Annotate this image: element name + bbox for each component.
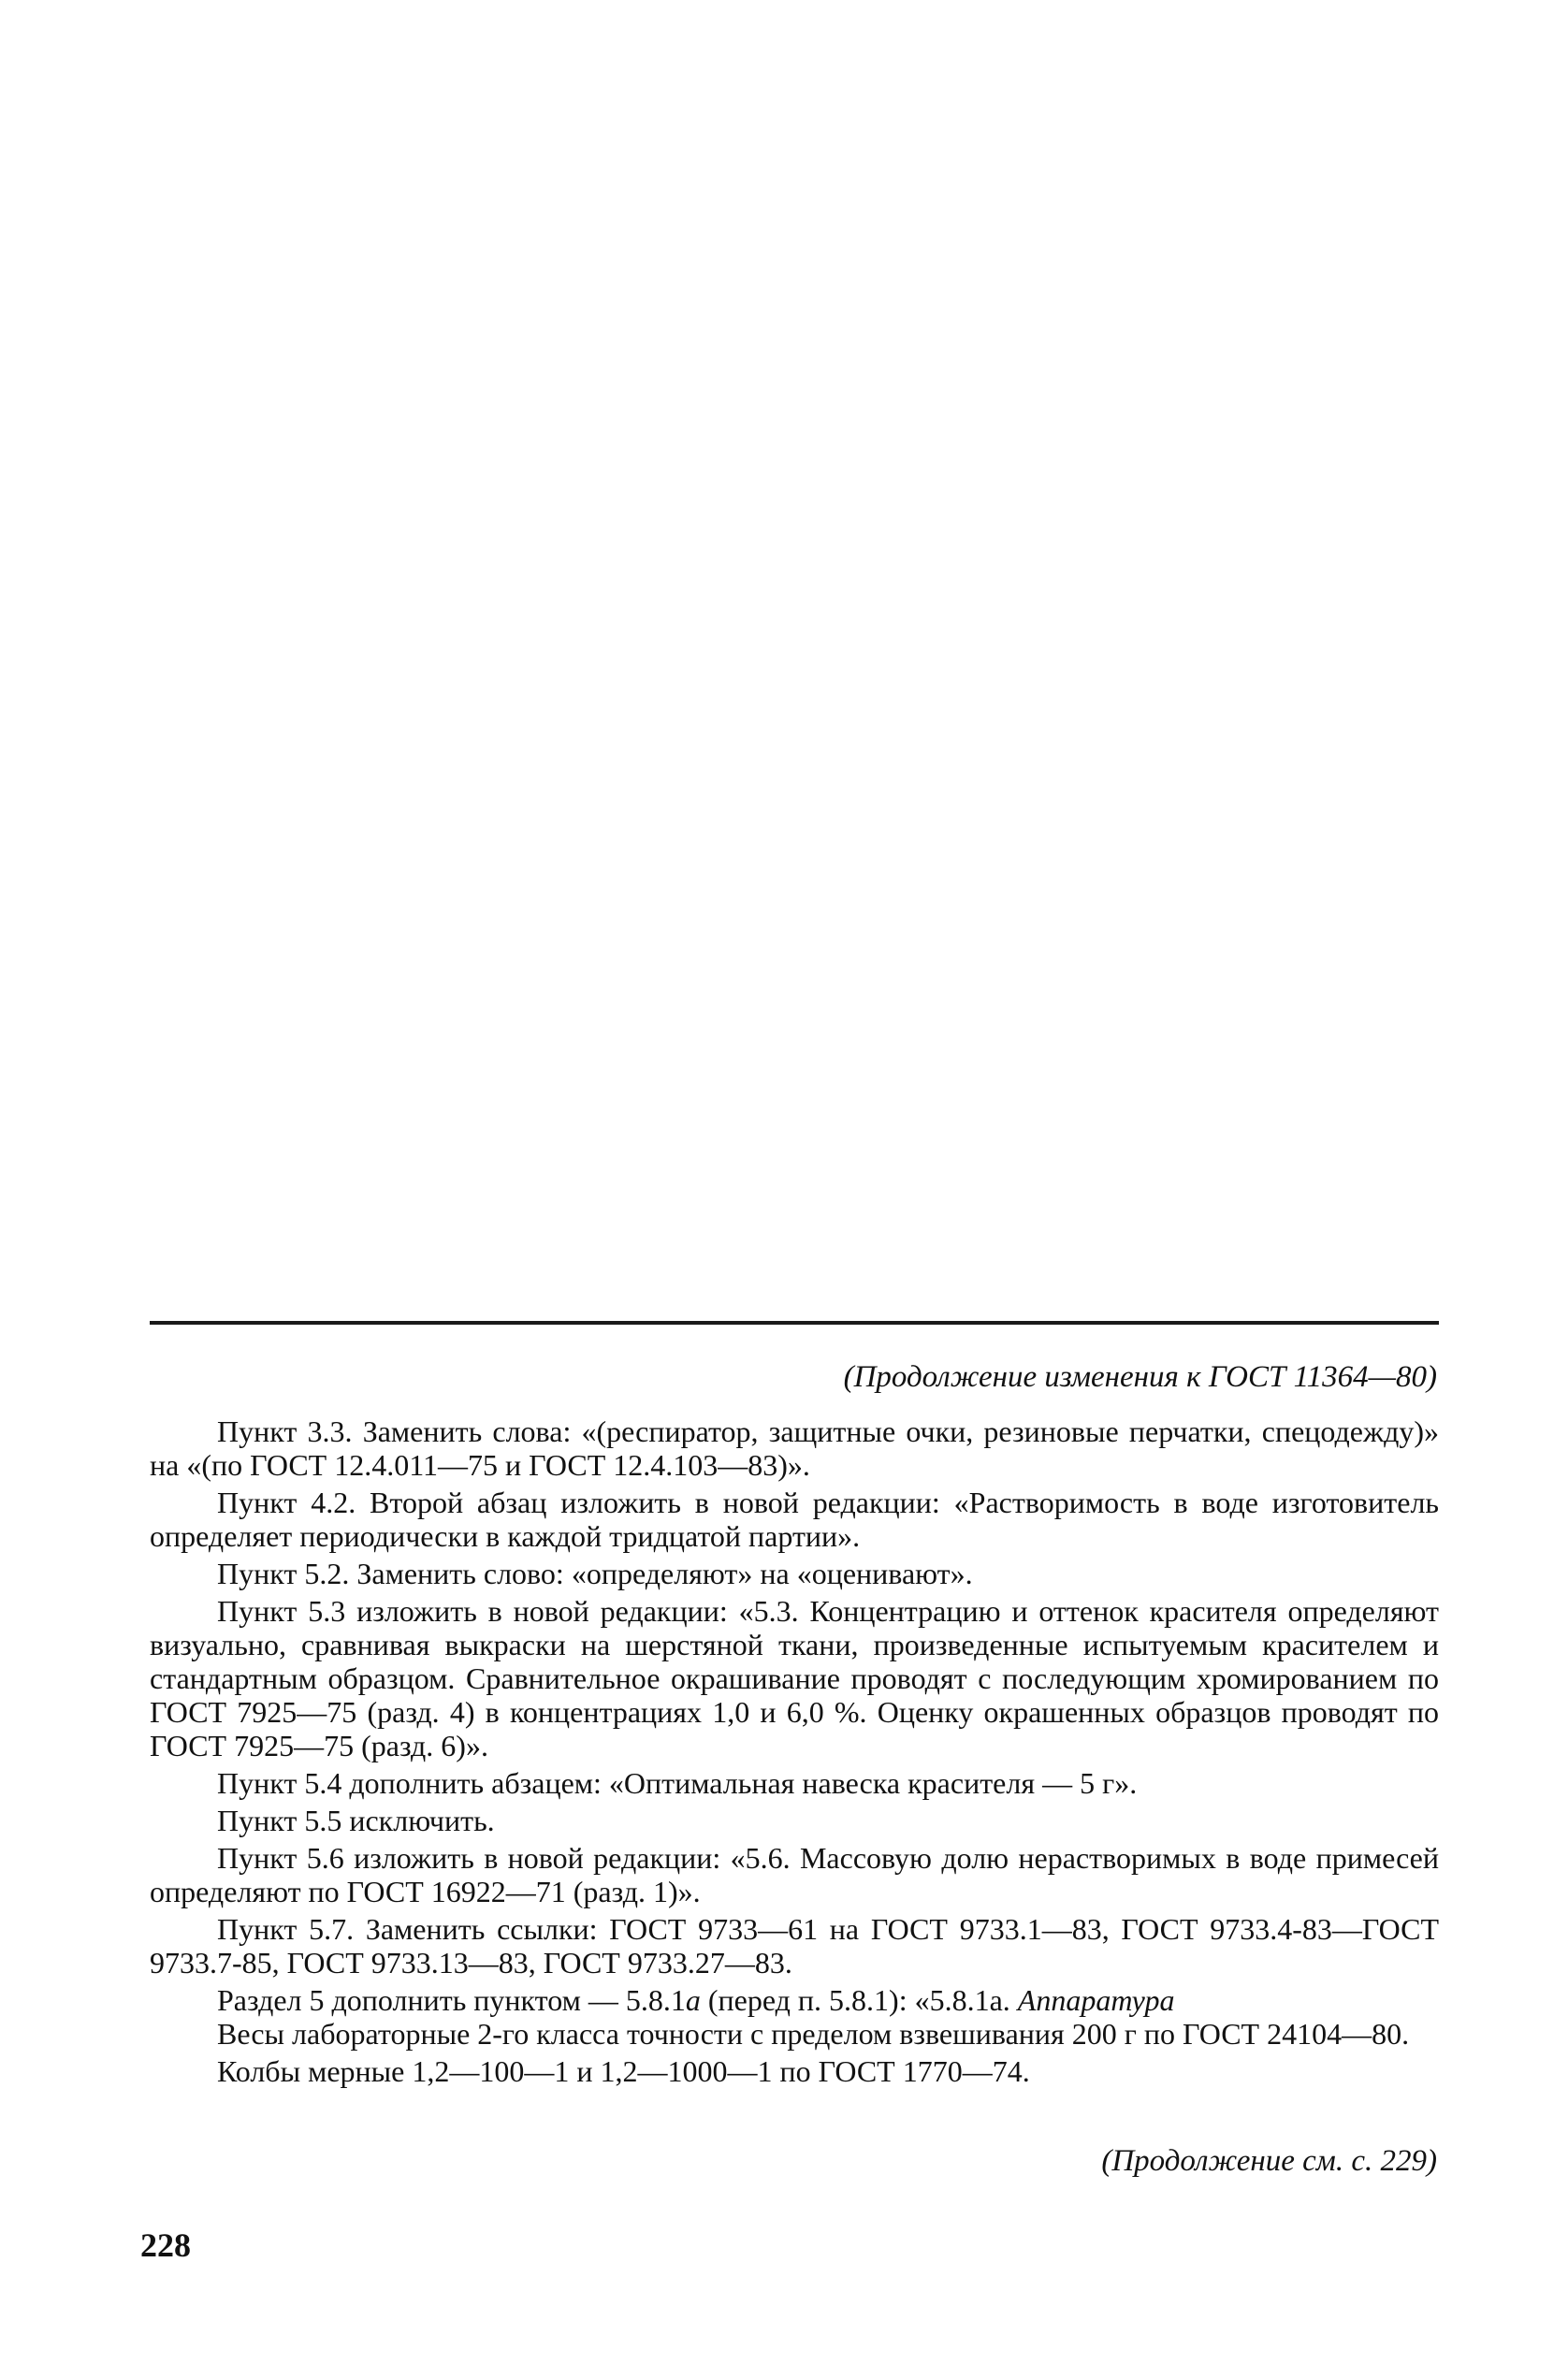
section5-mid: (перед п. 5.8.1): «5.8.1а. — [700, 1983, 1018, 2017]
section5-lead: Раздел 5 дополнить пунктом — 5.8.1 — [217, 1983, 686, 2017]
continuation-footer: (Продолжение см. с. 229) — [1101, 2144, 1437, 2178]
paragraph-flasks: Колбы мерные 1,2—100—1 и 1,2—1000—1 по ГОСТ 1770—74. — [217, 2054, 1030, 2088]
paragraph-5-2: Пункт 5.2. Заменить слово: «определяют» на «оценивают». — [217, 1557, 973, 1590]
paragraph-5-4: Пункт 5.4 дополнить абзацем: «Оптимальная навеска красителя — 5 г». — [217, 1766, 1138, 1800]
paragraph-section-5 — [150, 1983, 1439, 2017]
page-number: 228 — [140, 2226, 191, 2264]
paragraph-5-3: Пункт 5.3 изложить в новой редакции: «5.3. Концентрацию и оттенок красителя определяют визуально, сравнивая выкраски на шерстяной ткани, произведенные испытуемым красителем и стандартным образцом. Сравнительное окрашивание проводят с последующим хромированием по ГОСТ 7925—75 (разд. 4) в концентрациях 1,0 и 6,0 %. Оценку окрашенных образцов проводят по ГОСТ 7925—75 (разд. 6)». — [150, 1594, 1439, 1762]
continuation-header: (Продолжение изменения к ГОСТ 11364—80) — [843, 1360, 1437, 1394]
paragraph-5-7: Пункт 5.7. Заменить ссылки: ГОСТ 9733—61 на ГОСТ 9733.1—83, ГОСТ 9733.4-83—ГОСТ 9733.7-85, ГОСТ 9733.13—83, ГОСТ 9733.27—83. — [150, 1912, 1439, 1980]
apparatus-heading: Аппаратура — [1017, 1983, 1175, 2017]
paragraph-5-6: Пункт 5.6 изложить в новой редакции: «5.6. Массовую долю нерастворимых в воде примесей определяют по ГОСТ 16922—71 (разд. 1)». — [150, 1841, 1439, 1908]
paragraph-5-5: Пункт 5.5 исключить. — [217, 1804, 495, 1837]
amendment-text — [150, 1414, 1439, 2088]
paragraph-scales: Весы лабораторные 2-го класса точности с пределом взвешивания 200 г по ГОСТ 24104—80. — [217, 2017, 1410, 2051]
paragraph-3-3: Пункт 3.3. Заменить слова: «(респиратор, защитные очки, резиновые перчатки, спецодежду)» на «(по ГОСТ 12.4.011—75 и ГОСТ 12.4.103—83)». — [150, 1414, 1439, 1482]
section5-lead-italic: а — [685, 1983, 701, 2017]
separator-rule — [150, 1321, 1439, 1325]
paragraph-4-2: Пункт 4.2. Второй абзац изложить в новой редакции: «Растворимость в воде изготовитель определяет периодически в каждой тридцатой партии». — [150, 1486, 1439, 1553]
